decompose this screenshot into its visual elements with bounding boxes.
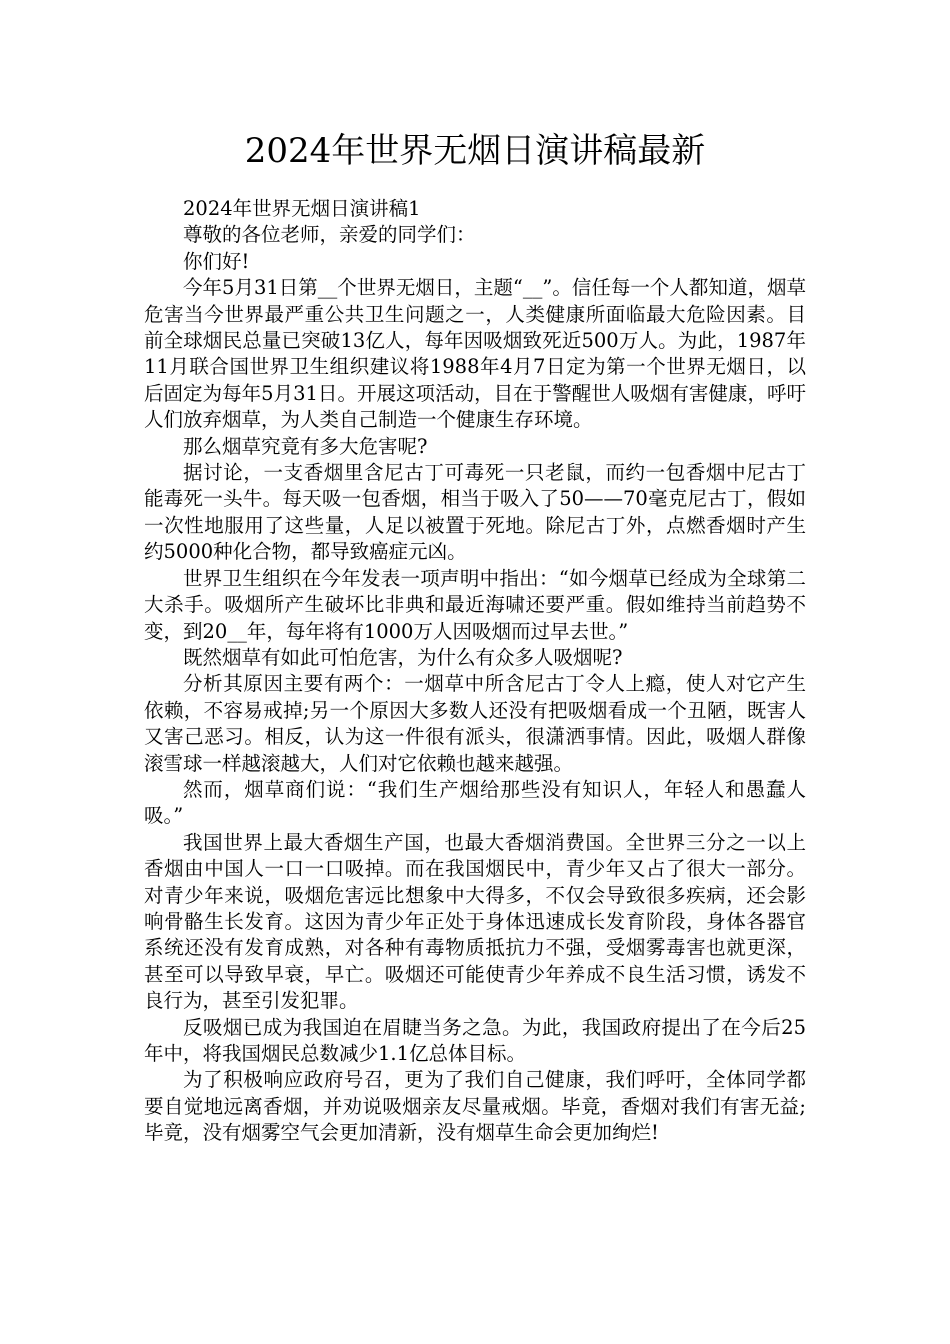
paragraph: 今年5月31日第__个世界无烟日，主题“__”。信任每一个人都知道，烟草危害当今世界最严重公共卫生问题之一，人类健康所面临最大危险因素。目前全球烟民总量已突破13亿人，每年因吸烟致死近500万人。为此，1987年11月联合国世界卫生组织建议将1988年4月7日定为第一个世界无烟日，以后固定为每年5月31日。开展这项活动，目在于警醒世人吸烟有害健康，呼吁人们放弃烟草，为人类自己制造一个健康生存环境。 <box>144 276 806 432</box>
paragraph: 反吸烟已成为我国迫在眉睫当务之急。为此，我国政府提出了在今后25年中，将我国烟民总数减少1.1亿总体目标。 <box>144 1015 806 1065</box>
document-body <box>144 196 806 1147</box>
document-title: 2024年世界无烟日演讲稿最新 <box>244 131 706 171</box>
paragraph: 我国世界上最大香烟生产国，也最大香烟消费国。全世界三分之一以上香烟由中国人一口一口吸掉。而在我国烟民中，青少年又占了很大一部分。对青少年来说，吸烟危害远比想象中大得多，不仅会导致很多疾病，还会影响骨骼生长发育。这因为青少年正处于身体迅速成长发育阶段，身体各器官系统还没有发育成熟，对各种有毒物质抵抗力不强，受烟雾毒害也就更深，甚至可以导致早衰，早亡。吸烟还可能使青少年养成不良生活习惯，诱发不良行为，甚至引发犯罪。 <box>144 830 806 1013</box>
salutation: 尊敬的各位老师，亲爱的同学们： <box>183 223 476 247</box>
paragraph: 为了积极响应政府号召，更为了我们自己健康，我们呼吁，全体同学都要自觉地远离香烟，并劝说吸烟亲友尽量戒烟。毕竟，香烟对我们有害无益;毕竟，没有烟雾空气会更加清新，没有烟草生命会更加绚烂! <box>144 1068 806 1145</box>
paragraph: 分析其原因主要有两个：一烟草中所含尼古丁令人上瘾，使人对它产生依赖，不容易戒掉;另一个原因大多数人还没有把吸烟看成一个丑陋，既害人又害己恶习。相反，认为这一件很有派头，很潇洒事情。因此，吸烟人群像滚雪球一样越滚越大，人们对它依赖也越来越强。 <box>144 672 806 775</box>
paragraph: 那么烟草究竟有多大危害呢? <box>183 434 428 458</box>
paragraph: 然而，烟草商们说：“我们生产烟给那些没有知识人，年轻人和愚蠢人吸。” <box>144 777 806 828</box>
paragraph: 世界卫生组织在今年发表一项声明中指出：“如今烟草已经成为全球第二大杀手。吸烟所产生破坏比非典和最近海啸还要严重。假如维持当前趋势不变，到20__年，每年将有1000万人因吸烟而过早去世。” <box>144 566 806 643</box>
paragraph: 既然烟草有如此可怕危害，为什么有众多人吸烟呢? <box>183 645 623 669</box>
subheading: 2024年世界无烟日演讲稿1 <box>183 197 421 220</box>
greeting: 你们好! <box>183 249 250 273</box>
paragraph: 据讨论，一支香烟里含尼古丁可毒死一只老鼠，而约一包香烟中尼古丁能毒死一头牛。每天吸一包香烟，相当于吸入了50——70毫克尼古丁，假如一次性地服用了这些量，人足以被置于死地。除尼古丁外，点燃香烟时产生约5000种化合物，都导致癌症元凶。 <box>144 461 806 564</box>
document-page <box>144 128 806 1147</box>
